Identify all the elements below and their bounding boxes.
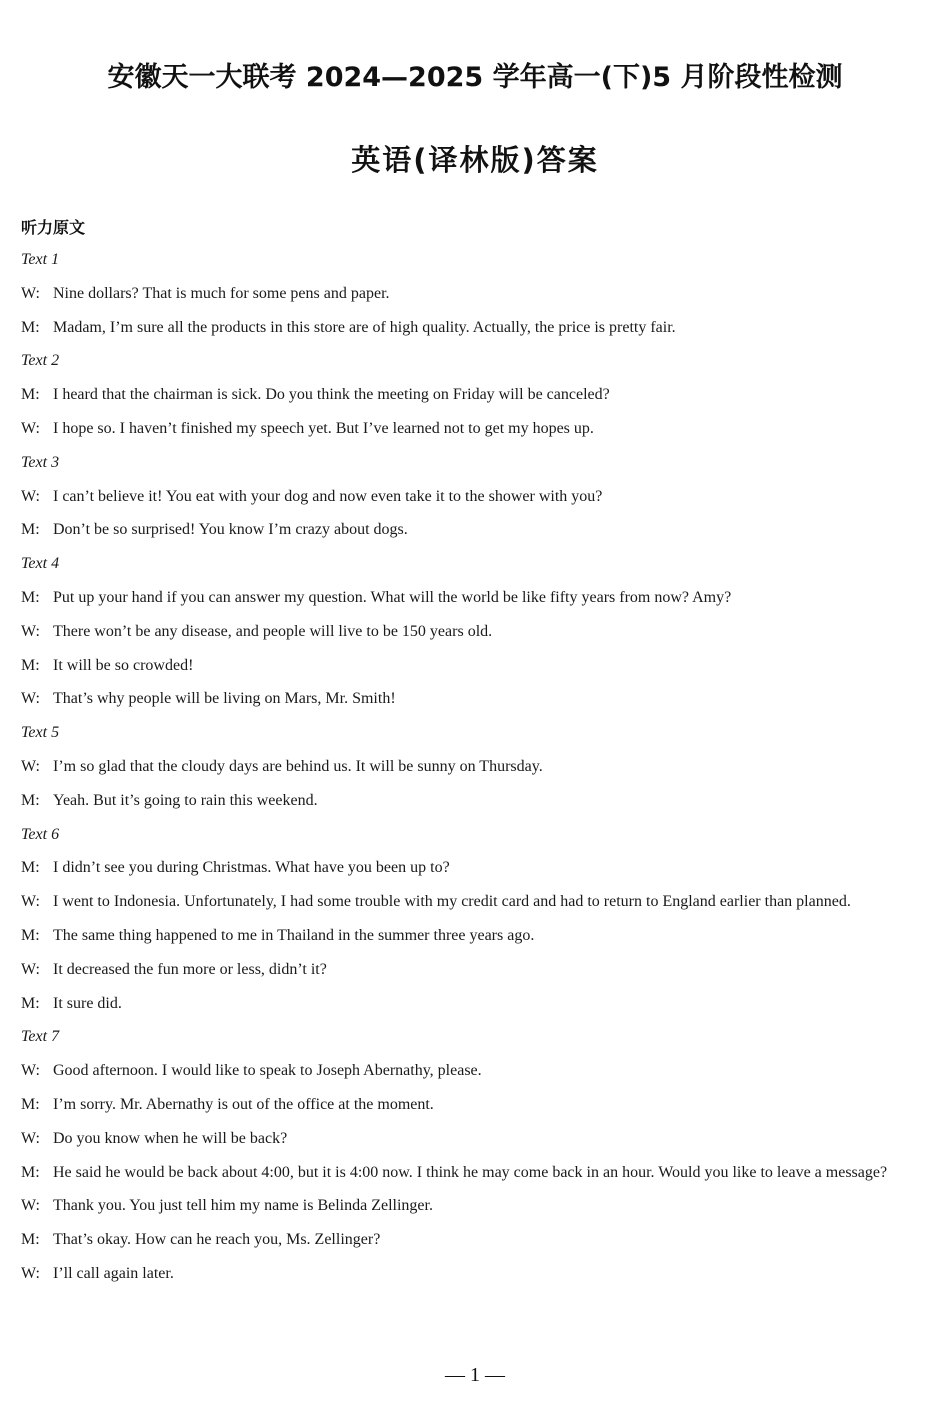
speech-text: It decreased the fun more or less, didn’t it?	[53, 960, 327, 978]
speaker-label: W:	[21, 1129, 40, 1147]
speech-text: That’s okay. How can he reach you, Ms. Zellinger?	[53, 1231, 381, 1249]
speaker-label: W:	[21, 1264, 40, 1282]
speech-text: I went to Indonesia. Unfortunately, I had some trouble with my credit card and had to return to England earlier than planned.	[53, 893, 851, 911]
speaker-label: W:	[21, 757, 40, 775]
speaker-label: M:	[21, 994, 40, 1012]
dialogue-line	[21, 480, 931, 514]
speaker-label: W:	[21, 1062, 40, 1080]
speech-text: I hope so. I haven’t finished my speech yet. But I’ve learned not to get my hopes up.	[53, 419, 594, 437]
speaker-label: M:	[21, 1095, 40, 1113]
dialogue-line	[21, 311, 931, 345]
page-number: — 1 —	[445, 1364, 505, 1386]
text-5-block	[21, 716, 931, 817]
text-4-block	[21, 547, 931, 716]
dialogue-line	[21, 649, 931, 683]
speech-text: I heard that the chairman is sick. Do you think the meeting on Friday will be canceled?	[53, 386, 610, 404]
speech-text: I’m so glad that the cloudy days are behind us. It will be sunny on Thursday.	[53, 757, 543, 775]
speaker-label: M:	[21, 386, 40, 404]
dialogue-line	[21, 615, 931, 649]
dialogue-line	[21, 1257, 931, 1291]
speaker-label: W:	[21, 960, 40, 978]
dialogue-line	[21, 1054, 931, 1088]
speaker-label: W:	[21, 1197, 40, 1215]
dialogue-line	[21, 581, 931, 615]
speaker-label: M:	[21, 1231, 40, 1249]
text-label: Text 5	[21, 724, 60, 742]
speech-text: Do you know when he will be back?	[53, 1129, 288, 1147]
speaker-label: W:	[21, 622, 40, 640]
speech-text: There won’t be any disease, and people will live to be 150 years old.	[53, 622, 493, 640]
text-label: Text 1	[21, 251, 60, 268]
speaker-label: M:	[21, 656, 40, 674]
speech-text: Don’t be so surprised! You know I’m crazy about dogs.	[53, 521, 408, 539]
dialogue-line	[21, 412, 931, 446]
speech-text: Nine dollars? That is much for some pens and paper.	[53, 284, 390, 302]
speech-text: The same thing happened to me in Thailand in the summer three years ago.	[53, 926, 535, 944]
section-heading: 听力原文	[21, 218, 86, 237]
dialogue-line	[21, 953, 931, 987]
speaker-label: W:	[21, 690, 40, 708]
speaker-label: W:	[21, 284, 40, 302]
text-2-block	[21, 344, 931, 445]
dialogue-line	[21, 784, 931, 818]
speech-text: That’s why people will be living on Mars, Mr. Smith!	[53, 690, 396, 708]
text-6-block	[21, 818, 931, 1021]
dialogue-line	[21, 987, 931, 1021]
speaker-label: M:	[21, 859, 40, 877]
speaker-label: M:	[21, 1163, 40, 1181]
speech-text: I can’t believe it! You eat with your dog and now even take it to the shower with you?	[53, 487, 603, 505]
speech-text: Put up your hand if you can answer my question. What will the world be like fifty years from now? Amy?	[53, 588, 732, 606]
dialogue-line	[21, 750, 931, 784]
dialogue-line	[21, 1156, 931, 1190]
text-label: Text 2	[21, 352, 60, 370]
dialogue-line	[21, 378, 931, 412]
document-subtitle: 英语(译林版)答案	[351, 143, 599, 177]
speaker-label: M:	[21, 521, 40, 539]
text-label: Text 6	[21, 825, 60, 843]
dialogue-line	[21, 682, 931, 716]
document-title: 安徽天一大联考 2024—2025 学年高一(下)5 月阶段性检测	[107, 62, 843, 93]
dialogue-line	[21, 919, 931, 953]
text-label: Text 4	[21, 555, 60, 573]
speaker-label: W:	[21, 487, 40, 505]
dialogue-line	[21, 1088, 931, 1122]
dialogue-line	[21, 277, 931, 311]
speech-text: Good afternoon. I would like to speak to Joseph Abernathy, please.	[53, 1062, 482, 1080]
speaker-label: M:	[21, 588, 40, 606]
speech-text: He said he would be back about 4:00, but it is 4:00 now. I think he may come back in an hour. Would you like to leave a message?	[53, 1163, 888, 1181]
text-3-block	[21, 446, 931, 547]
speaker-label: M:	[21, 318, 40, 336]
dialogue-line	[21, 1122, 931, 1156]
listening-transcript	[21, 213, 931, 1291]
dialogue-line	[21, 851, 931, 885]
speech-text: It sure did.	[53, 994, 122, 1012]
speech-text: Thank you. You just tell him my name is Belinda Zellinger.	[53, 1197, 433, 1215]
text-label: Text 7	[21, 1028, 60, 1046]
speech-text: I didn’t see you during Christmas. What have you been up to?	[53, 859, 450, 877]
speech-text: Yeah. But it’s going to rain this weekend.	[53, 791, 318, 809]
speech-text: It will be so crowded!	[53, 656, 194, 674]
text-7-block	[21, 1020, 931, 1290]
text-label: Text 3	[21, 453, 60, 471]
speaker-label: W:	[21, 893, 40, 911]
speech-text: Madam, I’m sure all the products in this store are of high quality. Actually, the price is pretty fair.	[53, 318, 676, 336]
speaker-label: M:	[21, 791, 40, 809]
speech-text: I’m sorry. Mr. Abernathy is out of the office at the moment.	[53, 1095, 434, 1113]
dialogue-line	[21, 885, 931, 919]
dialogue-line	[21, 1223, 931, 1257]
dialogue-line	[21, 1189, 931, 1223]
dialogue-line	[21, 513, 931, 547]
speech-text: I’ll call again later.	[53, 1264, 174, 1282]
speaker-label: W:	[21, 419, 40, 437]
text-1-block	[21, 243, 931, 344]
speaker-label: M:	[21, 926, 40, 944]
